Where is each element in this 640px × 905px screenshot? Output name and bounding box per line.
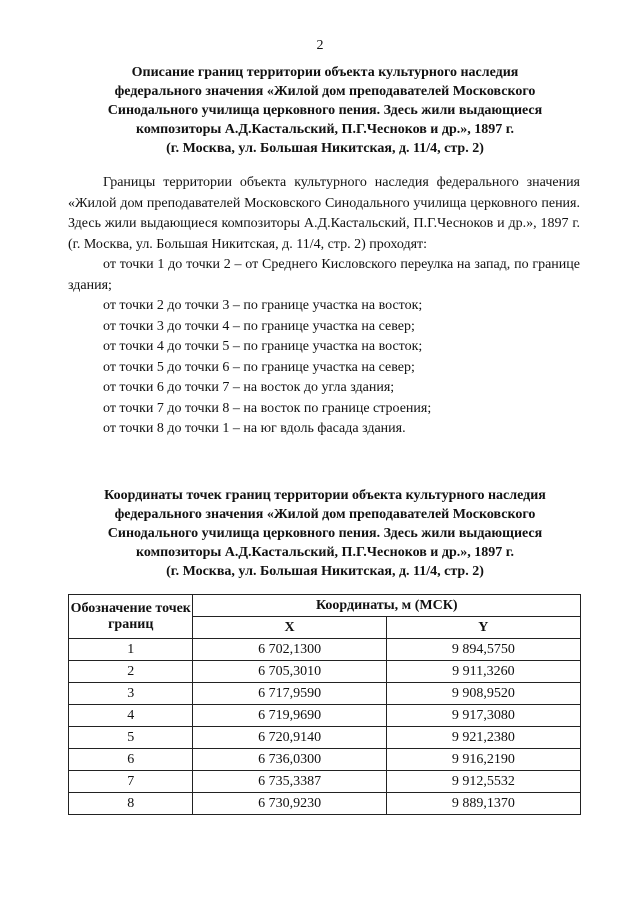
heading-line: композиторы А.Д.Кастальский, П.Г.Чесноков и др.», 1897 г. (135, 122, 515, 137)
coordinates-body (69, 639, 581, 815)
boundary-point-item: от точки 8 до точки 1 – на юг вдоль фасада здания. (103, 421, 406, 436)
x-value: 6 705,3010 (193, 661, 386, 683)
boundary-point-item: от точки 6 до точки 7 – на восток до угла здания; (103, 380, 395, 395)
table-header-row (69, 595, 581, 617)
point-number: 5 (69, 727, 193, 749)
boundary-point-item: от точки 1 до точки 2 – от Среднего Кисловского переулка на запад, по границе здания; (68, 257, 580, 293)
table-row (69, 705, 581, 727)
coordinates-heading (60, 486, 590, 581)
heading-line: Координаты точек границ территории объекта культурного наследия (104, 488, 546, 503)
x-value: 6 702,1300 (193, 639, 386, 661)
x-header: X (193, 617, 386, 639)
heading-line: (г. Москва, ул. Большая Никитская, д. 11/4, стр. 2) (166, 564, 484, 579)
y-value: 9 894,5750 (386, 639, 580, 661)
y-value: 9 921,2380 (386, 727, 580, 749)
boundary-description (68, 173, 580, 440)
description-heading (60, 63, 590, 158)
heading-line: (г. Москва, ул. Большая Никитская, д. 11/4, стр. 2) (166, 141, 484, 156)
point-number: 7 (69, 771, 193, 793)
heading-line: Синодального училища церковного пения. Здесь жили выдающиеся (107, 526, 543, 541)
y-value: 9 912,5532 (386, 771, 580, 793)
boundary-point-item: от точки 4 до точки 5 – по границе участка на восток; (103, 339, 423, 354)
table-row (69, 771, 581, 793)
y-header: Y (386, 617, 580, 639)
table-row (69, 727, 581, 749)
y-value: 9 916,2190 (386, 749, 580, 771)
boundary-point-item: от точки 7 до точки 8 – на восток по границе строения; (103, 400, 432, 416)
page-number: 2 (316, 38, 324, 53)
point-number: 8 (69, 793, 193, 815)
point-designation-header: Обозначение точек границ (69, 595, 193, 639)
table-row (69, 639, 581, 661)
point-number: 6 (69, 749, 193, 771)
boundary-point-item: от точки 3 до точки 4 – по границе участка на север; (103, 318, 415, 334)
table-row (69, 683, 581, 705)
y-value: 9 911,3260 (386, 661, 580, 683)
x-value: 6 730,9230 (193, 793, 386, 815)
boundary-point-item: от точки 5 до точки 6 – по границе участка на север; (103, 359, 415, 375)
x-value: 6 720,9140 (193, 727, 386, 749)
x-value: 6 717,9590 (193, 683, 386, 705)
y-value: 9 917,3080 (386, 705, 580, 727)
x-value: 6 719,9690 (193, 705, 386, 727)
heading-line: федерального значения «Жилой дом преподавателей Московского (114, 84, 536, 99)
heading-line: Синодального училища церковного пения. Здесь жили выдающиеся (107, 103, 543, 118)
coordinates-header: Координаты, м (МСК) (193, 595, 581, 617)
intro-paragraph: Границы территории объекта культурного наследия федерального значения «Жилой дом преподавателей Московского Синодального училища церковного пения. Здесь жили выдающиеся композиторы А.Д.Кастальский, П.Г.Чесноков и др.», 1897 г. (г. Москва, ул. Большая Никитская, д. 11/4, стр. 2) проходят: (68, 175, 580, 252)
heading-line: композиторы А.Д.Кастальский, П.Г.Чесноков и др.», 1897 г. (135, 545, 515, 560)
table-row (69, 661, 581, 683)
y-value: 9 908,9520 (386, 683, 580, 705)
y-value: 9 889,1370 (386, 793, 580, 815)
heading-line: федерального значения «Жилой дом преподавателей Московского (114, 507, 536, 522)
x-value: 6 735,3387 (193, 771, 386, 793)
point-number: 3 (69, 683, 193, 705)
coordinates-table (68, 594, 581, 815)
point-number: 4 (69, 705, 193, 727)
point-number: 2 (69, 661, 193, 683)
table-row (69, 793, 581, 815)
boundary-point-item: от точки 2 до точки 3 – по границе участка на восток; (103, 298, 423, 313)
table-row (69, 749, 581, 771)
x-value: 6 736,0300 (193, 749, 386, 771)
point-number: 1 (69, 639, 193, 661)
heading-line: Описание границ территории объекта культурного наследия (131, 65, 519, 80)
